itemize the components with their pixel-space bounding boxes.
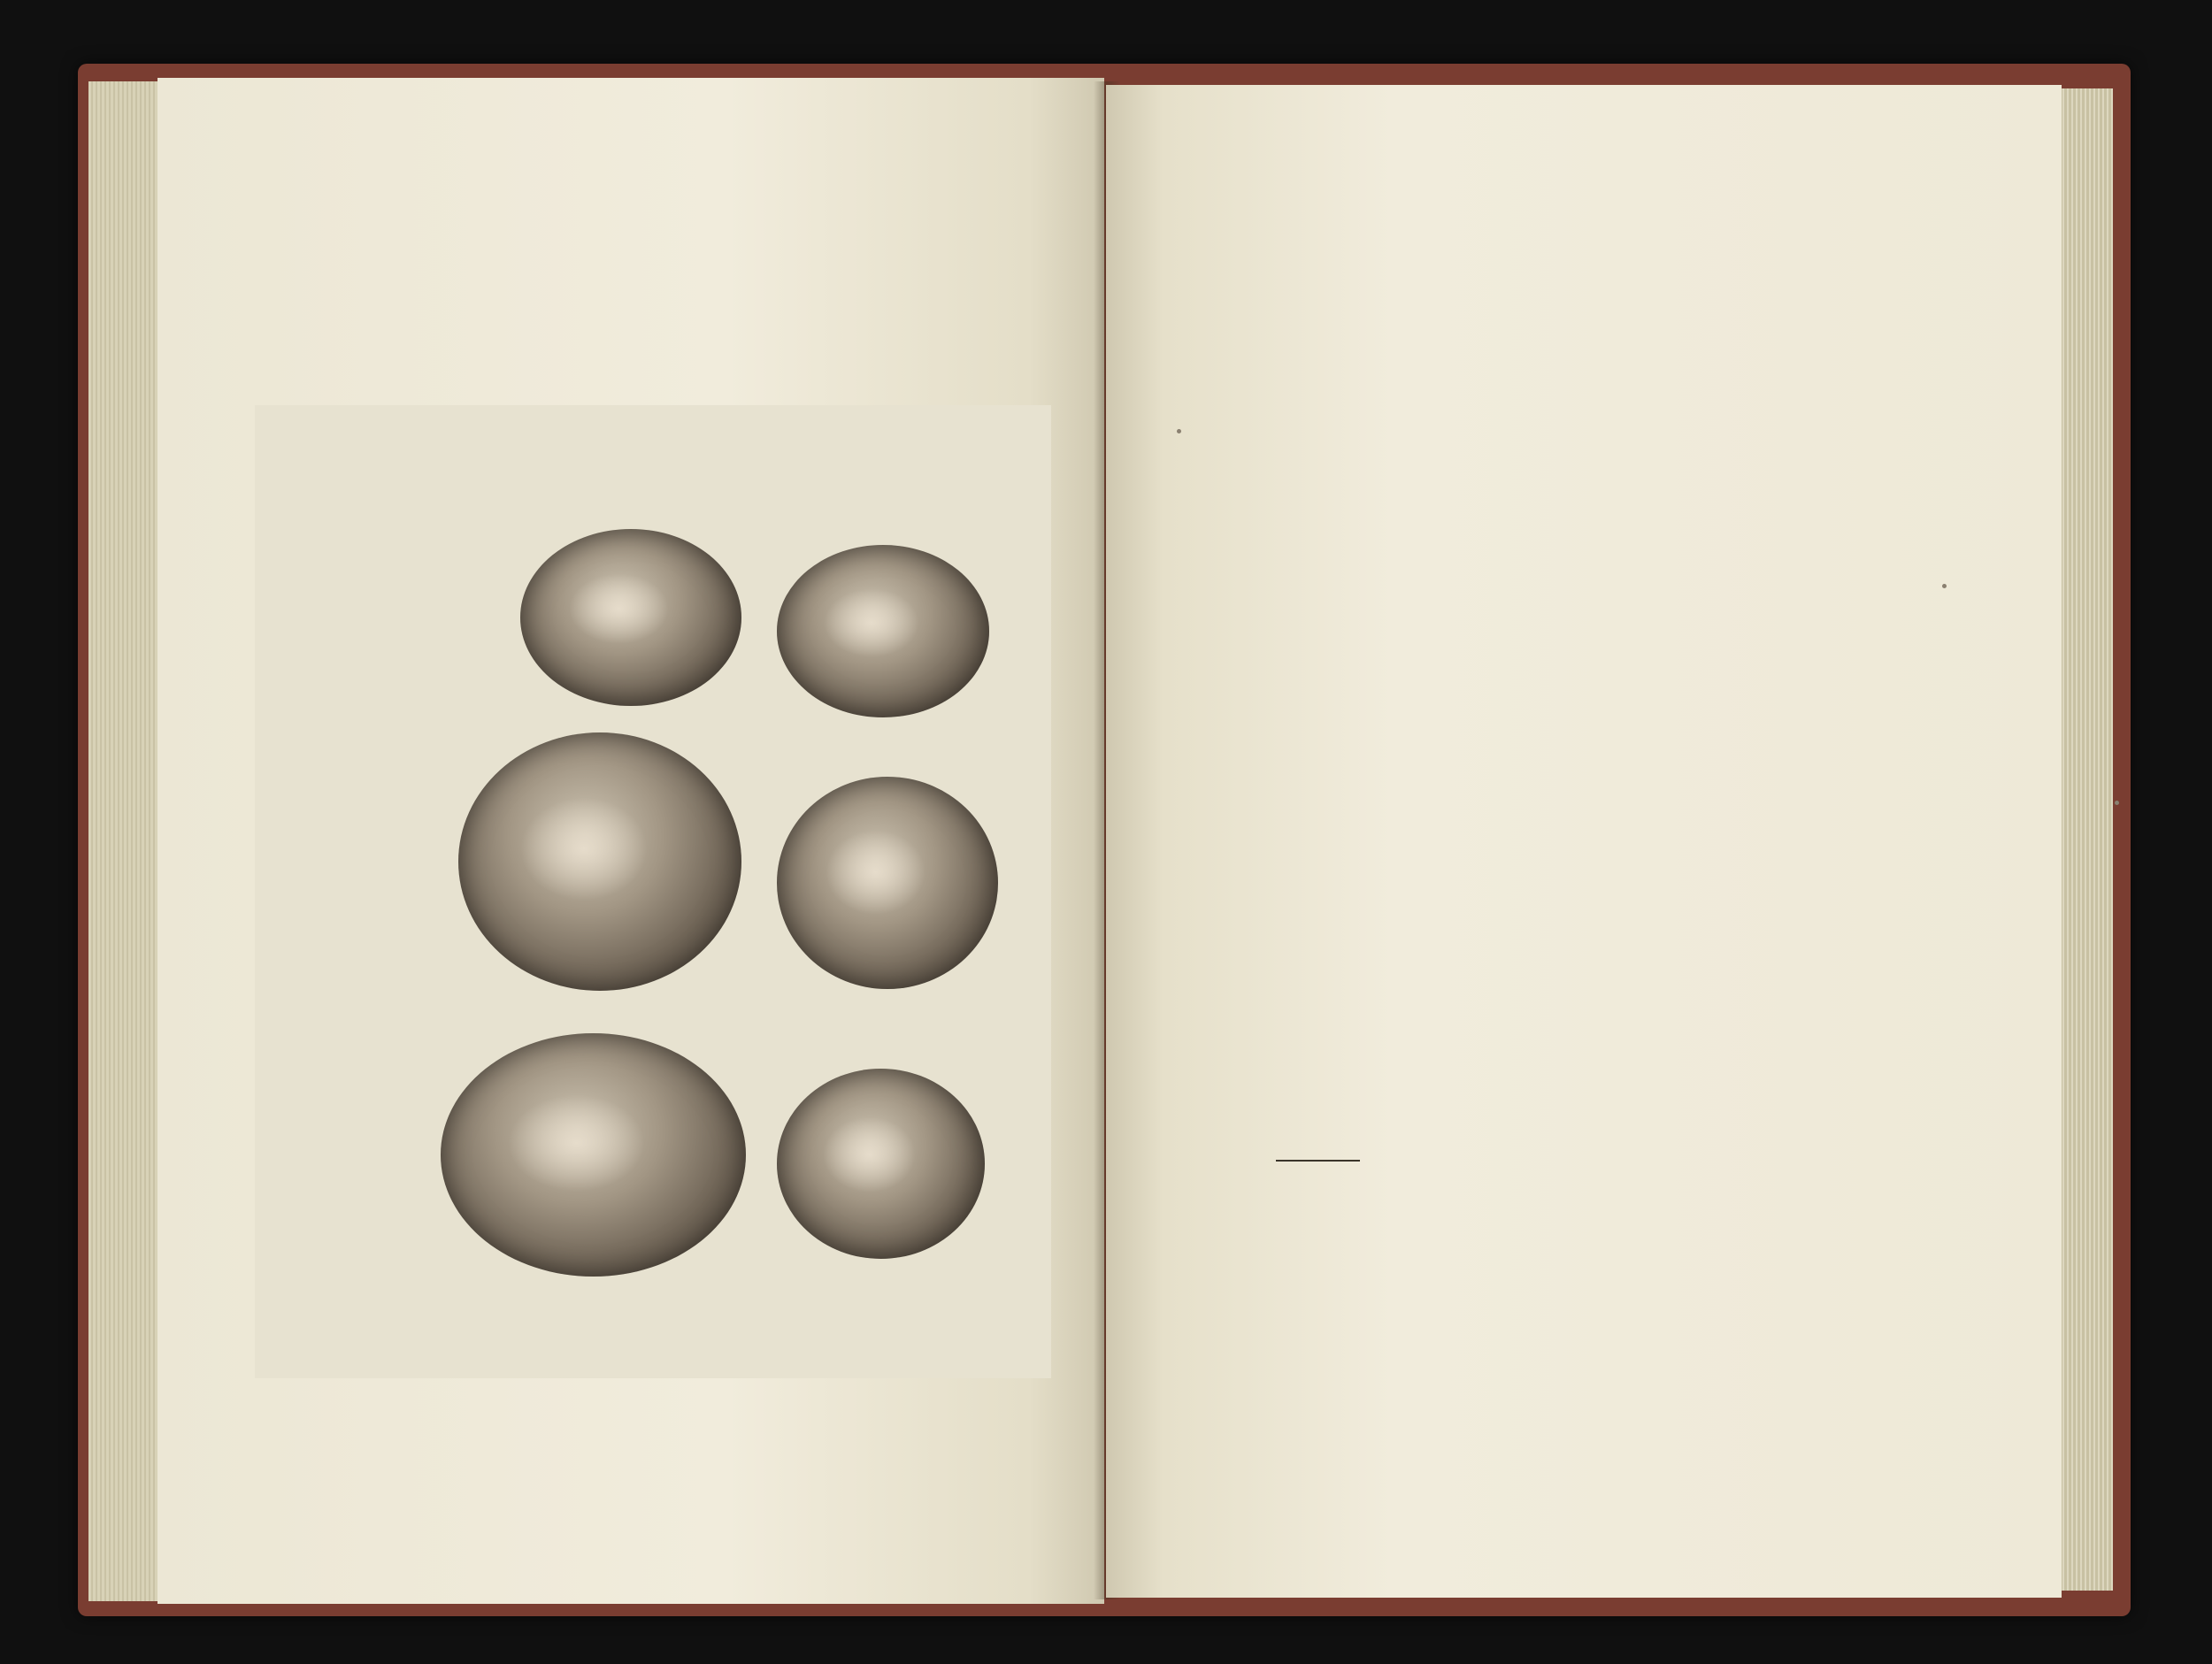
page-edges-left — [88, 81, 159, 1601]
photo-fig-3 — [777, 777, 998, 989]
paper-speck — [1177, 429, 1181, 433]
photo-fig-4 — [458, 732, 741, 991]
photo-fig-6 — [441, 1033, 746, 1277]
photo-plate — [255, 405, 1051, 1378]
photo-fig-5 — [777, 1069, 985, 1259]
photo-fig-1 — [777, 545, 989, 717]
photo-fig-2 — [520, 529, 741, 706]
paper-speck — [2115, 801, 2119, 805]
footnote-rule — [1276, 1160, 1360, 1162]
right-page — [1106, 85, 2062, 1598]
paper-speck — [1942, 584, 1947, 588]
left-page — [157, 78, 1104, 1604]
